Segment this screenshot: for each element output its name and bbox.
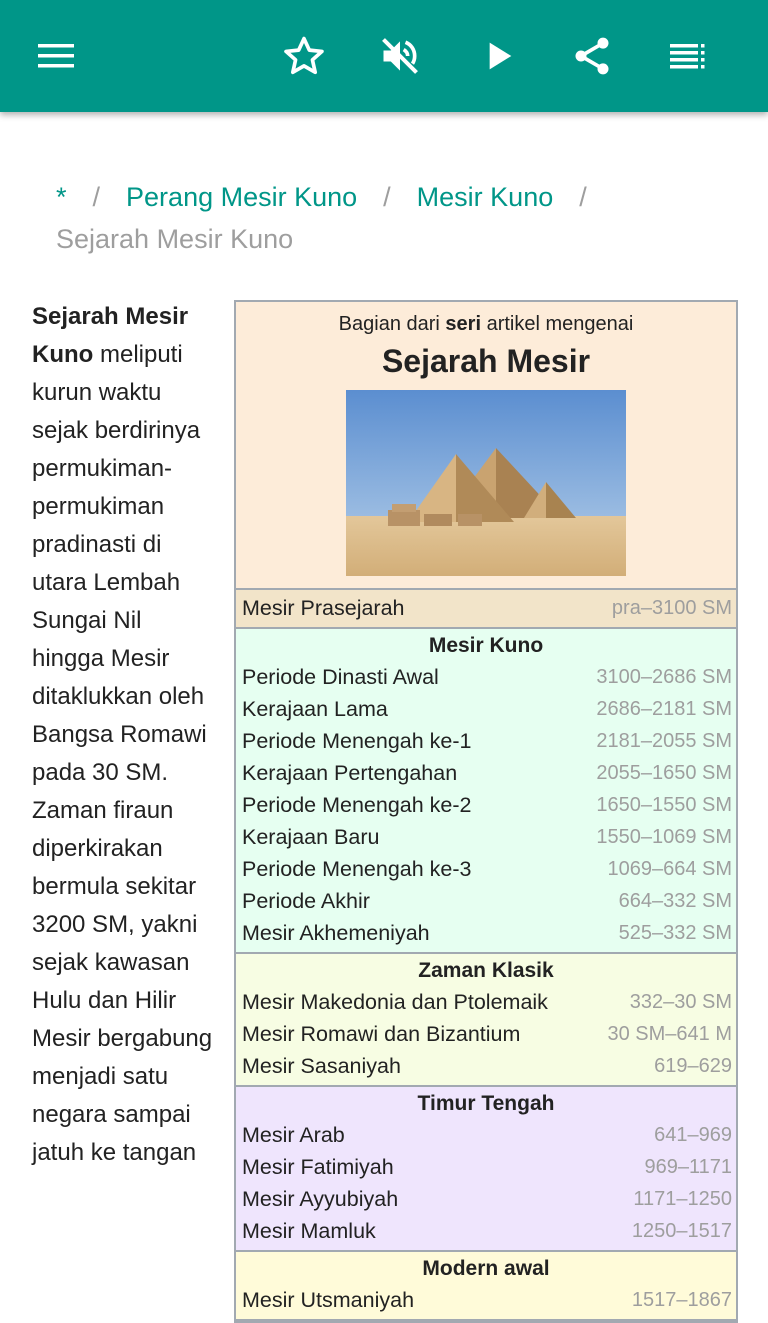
infobox-title: Sejarah Mesir — [381, 343, 591, 379]
menu-button[interactable] — [26, 26, 86, 86]
section-title[interactable]: Timur Tengah — [417, 1092, 555, 1115]
period-years: 1250–1517 — [631, 1220, 732, 1242]
breadcrumb-link-mesir-kuno[interactable]: Mesir Kuno — [416, 182, 554, 212]
infobox-row[interactable] — [236, 1183, 736, 1215]
period-years: 619–629 — [654, 1055, 732, 1077]
period-name[interactable]: Mesir Romawi dan Bizantium — [242, 1022, 521, 1046]
section-title[interactable]: Mesir Kuno — [428, 634, 544, 657]
breadcrumb-link-perang-mesir-kuno[interactable]: Perang Mesir Kuno — [126, 182, 358, 212]
section-title[interactable]: Zaman Klasik — [418, 959, 554, 982]
infobox-section-timur-tengah — [236, 1087, 736, 1252]
period-name[interactable]: Mesir Ayyubiyah — [242, 1187, 399, 1211]
pyramids-of-giza-image[interactable] — [346, 390, 626, 576]
infobox-row[interactable] — [236, 725, 736, 757]
infobox-row[interactable] — [236, 789, 736, 821]
period-years: 2686–2181 SM — [596, 698, 732, 720]
infobox-row[interactable] — [236, 986, 736, 1018]
mute-button[interactable] — [370, 26, 430, 86]
infobox-row[interactable] — [236, 757, 736, 789]
period-name[interactable]: Mesir Mamluk — [242, 1219, 376, 1243]
period-years: 1069–664 SM — [607, 858, 732, 880]
breadcrumb-home-link[interactable]: * — [56, 182, 67, 212]
infobox-row[interactable] — [236, 885, 736, 917]
period-name[interactable]: Mesir Prasejarah — [242, 596, 405, 620]
infobox-row[interactable] — [236, 661, 736, 693]
infobox-row[interactable] — [236, 693, 736, 725]
infobox-series-link[interactable]: seri — [445, 313, 482, 335]
period-name[interactable]: Mesir Arab — [242, 1123, 345, 1147]
section-title[interactable]: Modern awal — [422, 1257, 550, 1280]
breadcrumb-separator: / — [579, 182, 587, 212]
breadcrumb-current-page: Sejarah Mesir Kuno — [56, 224, 294, 254]
infobox-row[interactable] — [236, 1284, 736, 1316]
article-paragraph: meliputi kurun waktu sejak berdirinya permukiman-permukiman pradinasti di utara Lembah Sungai Nil hingga Mesir ditaklukkan oleh Bangsa Romawi pada 30 SM. Zaman firaun diperkirakan bermula sekitar 3200 SM, yakni sejak kawasan Hulu dan Hilir Mesir bergabung menjadi satu negara sampai jatuh ke tangan — [32, 341, 213, 1166]
period-years: 3100–2686 SM — [596, 666, 732, 688]
play-button[interactable] — [468, 26, 528, 86]
infobox-row[interactable] — [236, 592, 736, 624]
period-name[interactable]: Periode Akhir — [242, 889, 370, 913]
period-name[interactable]: Periode Menengah ke-2 — [242, 793, 472, 817]
infobox-section-mesir-kuno — [236, 629, 736, 954]
period-name[interactable]: Mesir Akhemeniyah — [242, 921, 430, 945]
period-name[interactable]: Periode Menengah ke-1 — [242, 729, 472, 753]
period-years: 525–332 SM — [618, 922, 732, 944]
favorite-button[interactable] — [274, 26, 334, 86]
infobox-section-zaman-klasik — [236, 954, 736, 1087]
period-name[interactable]: Kerajaan Pertengahan — [242, 761, 458, 785]
period-years: pra–3100 SM — [611, 597, 732, 619]
infobox-section-modern-awal — [236, 1252, 736, 1321]
volume-off-icon — [378, 34, 422, 78]
infobox-row[interactable] — [236, 917, 736, 949]
breadcrumb-separator: / — [383, 182, 391, 212]
hamburger-menu-icon — [36, 36, 76, 76]
period-name[interactable]: Periode Dinasti Awal — [242, 665, 439, 689]
period-years: 1517–1867 — [631, 1289, 732, 1311]
period-years: 664–332 SM — [618, 890, 732, 912]
infobox-row[interactable] — [236, 1215, 736, 1247]
period-years: 1171–1250 — [633, 1188, 732, 1210]
period-name[interactable]: Mesir Fatimiyah — [242, 1155, 394, 1179]
infobox-row[interactable] — [236, 821, 736, 853]
period-name[interactable]: Periode Menengah ke-3 — [242, 857, 472, 881]
table-of-contents-button[interactable] — [658, 26, 718, 86]
infobox-row[interactable] — [236, 1151, 736, 1183]
article-body — [32, 298, 214, 1172]
period-name[interactable]: Mesir Makedonia dan Ptolemaik — [242, 990, 548, 1014]
infobox-row[interactable] — [236, 1018, 736, 1050]
play-icon — [478, 36, 518, 76]
period-name[interactable]: Mesir Sasaniyah — [242, 1054, 401, 1078]
infobox-section-prasejarah — [236, 590, 736, 629]
breadcrumb-separator: / — [92, 182, 101, 212]
infobox-row[interactable] — [236, 853, 736, 885]
infobox-series-pre: Bagian dari — [338, 313, 446, 335]
period-name[interactable]: Kerajaan Baru — [242, 825, 380, 849]
infobox — [234, 300, 738, 1323]
infobox-row[interactable] — [236, 1050, 736, 1082]
period-years: 1550–1069 SM — [596, 826, 732, 848]
star-outline-icon — [282, 34, 326, 78]
period-name[interactable]: Kerajaan Lama — [242, 697, 388, 721]
infobox-row[interactable] — [236, 1119, 736, 1151]
period-years: 641–969 — [654, 1124, 732, 1146]
infobox-series-post: artikel mengenai — [481, 313, 634, 335]
breadcrumb — [56, 176, 736, 260]
share-icon — [570, 34, 614, 78]
period-name[interactable]: Mesir Utsmaniyah — [242, 1288, 415, 1312]
table-of-contents-icon — [668, 36, 708, 76]
period-years: 969–1171 — [644, 1156, 732, 1178]
period-years: 2181–2055 SM — [596, 730, 732, 752]
period-years: 2055–1650 SM — [596, 762, 732, 784]
share-button[interactable] — [562, 26, 622, 86]
period-years: 30 SM–641 M — [607, 1023, 732, 1045]
app-toolbar — [0, 0, 768, 112]
article-title-bold: Sejarah Mesir Kuno — [32, 303, 189, 368]
infobox-series-note — [236, 310, 736, 338]
period-years: 1650–1550 SM — [596, 794, 732, 816]
period-years: 332–30 SM — [629, 991, 732, 1013]
infobox-header — [236, 302, 736, 590]
